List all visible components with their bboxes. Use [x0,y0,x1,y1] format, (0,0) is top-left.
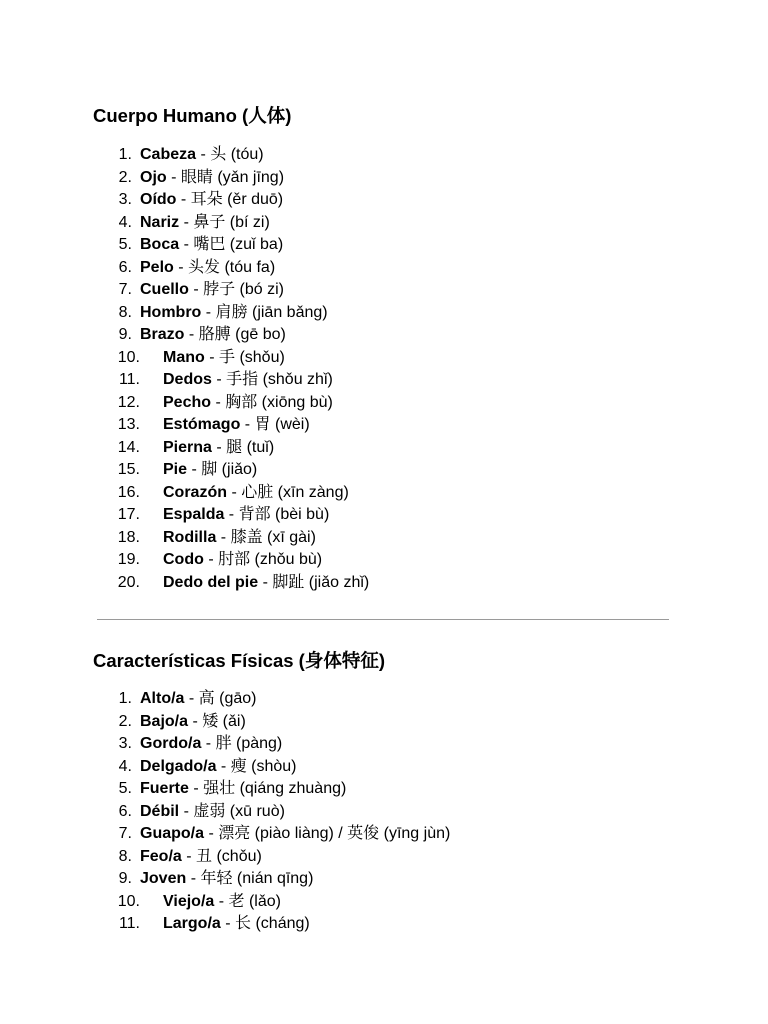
item-number: 19. [117,551,140,568]
item-number: 15. [117,461,140,478]
item-term: Hombro [140,303,202,321]
item-term: Guapo/a [140,825,205,842]
item-number: 10. [117,348,140,366]
item-translation: - 背部 (bèi bù) [224,506,330,523]
item-number: 16. [117,483,140,501]
section-divider [97,619,669,620]
item-term: Codo [163,551,204,568]
item-number: 4. [118,757,132,775]
item-term: Pecho [163,393,212,411]
item-number: 1. [118,690,132,707]
item-translation: - 鼻子 (bí zi) [179,213,270,231]
item-text [140,847,262,867]
item-translation: - 漂亮 (piào liàng) / 英俊 (yīng jùn) [204,825,451,842]
item-translation: - 眼睛 (yǎn jīng) [166,168,285,186]
item-text [163,892,281,912]
item-text [163,370,333,390]
item-translation: - 膝盖 (xī gài) [216,528,316,546]
item-text [163,550,322,570]
item-term: Fuerte [140,780,189,797]
item-number: 14. [117,438,140,456]
item-term: Cuello [140,281,189,298]
item-translation: - 丑 (chǒu) [181,847,262,865]
item-number: 6. [118,258,132,276]
item-translation: - 脚趾 (jiǎo zhǐ) [258,573,370,591]
item-term: Pierna [163,438,212,456]
item-number: 2. [118,168,132,186]
item-text [163,528,316,548]
item-term: Pelo [140,258,174,276]
item-number: 8. [118,847,132,865]
item-term: Corazón [163,483,227,501]
item-text [140,235,283,255]
section-title-body: Cuerpo Humano (人体) [93,105,292,126]
item-term: Dedos [163,371,212,388]
item-number: 6. [118,802,132,820]
item-text [163,415,310,435]
item-number: 7. [118,281,132,298]
item-translation: - 嘴巴 (zuǐ ba) [179,236,284,253]
item-number: 8. [118,303,132,321]
item-term: Débil [140,802,180,820]
item-text [140,712,246,732]
item-term: Gordo/a [140,735,202,752]
item-number: 2. [118,712,132,730]
item-number: 3. [118,735,132,752]
item-text [140,689,256,709]
item-term: Espalda [163,506,225,523]
item-number: 13. [117,416,140,433]
item-text [140,145,264,165]
item-translation: - 耳朵 (ěr duō) [176,191,284,208]
item-term: Dedo del pie [163,573,259,591]
item-translation: - 手指 (shǒu zhǐ) [211,371,333,388]
item-term: Delgado/a [140,757,217,775]
item-text [140,325,286,345]
item-number: 10. [117,892,140,910]
item-text [163,438,274,458]
item-translation: - 胃 (wèi) [240,416,310,433]
item-text [163,483,349,503]
item-term: Alto/a [140,690,185,707]
item-text [163,348,285,368]
item-translation: - 头发 (tóu fa) [173,258,276,276]
item-text [140,734,282,754]
item-text [140,303,328,323]
item-number: 11. [118,915,140,932]
item-term: Brazo [140,326,185,343]
item-text [140,802,285,822]
item-translation: - 胖 (pàng) [201,735,283,752]
item-number: 20. [117,573,140,591]
item-number: 9. [118,870,132,887]
item-text [163,460,257,480]
item-term: Viejo/a [163,892,215,910]
item-number: 3. [118,191,132,208]
item-number: 5. [118,236,132,253]
item-number: 17. [117,506,140,523]
item-translation: - 高 (gāo) [184,690,257,707]
item-term: Mano [163,348,205,366]
item-translation: - 手 (shǒu) [204,348,285,366]
item-text [140,168,284,188]
item-text [140,824,450,844]
item-text [163,505,329,525]
item-term: Cabeza [140,146,197,163]
item-number: 12. [117,393,140,411]
item-translation: - 腿 (tuǐ) [211,438,275,456]
item-number: 18. [117,528,140,546]
item-number: 5. [118,780,132,797]
item-translation: - 长 (cháng) [220,915,310,932]
item-translation: - 肩膀 (jiān bǎng) [201,303,328,321]
item-number: 11. [118,371,140,388]
item-text [140,280,284,300]
item-term: Nariz [140,213,180,231]
item-translation: - 虚弱 (xū ruò) [179,802,285,820]
item-translation: - 心脏 (xīn zàng) [227,483,349,501]
item-term: Joven [140,870,187,887]
item-number: 7. [118,825,132,842]
item-text [163,914,310,934]
item-translation: - 胳膊 (gē bo) [184,326,286,343]
item-term: Feo/a [140,847,182,865]
section-title-physical: Características Físicas (身体特征) [93,650,386,671]
item-translation: - 肘部 (zhǒu bù) [203,551,323,568]
item-translation: - 脖子 (bó zi) [188,281,285,298]
item-term: Ojo [140,168,167,186]
item-number: 1. [118,146,132,163]
item-term: Pie [163,461,188,478]
item-term: Largo/a [163,915,221,932]
item-text [140,779,346,799]
item-term: Boca [140,236,180,253]
item-translation: - 头 (tóu) [196,146,264,163]
item-text [140,869,313,889]
item-translation: - 瘦 (shòu) [216,757,297,775]
item-text [140,190,283,210]
item-text [140,258,275,278]
item-number: 9. [118,326,132,343]
item-translation: - 年轻 (nián qīng) [186,870,314,887]
item-translation: - 脚 (jiǎo) [187,461,258,478]
item-translation: - 老 (lǎo) [214,892,281,910]
item-text [140,757,297,777]
item-translation: - 胸部 (xiōng bù) [211,393,333,411]
item-number: 4. [118,213,132,231]
item-term: Oído [140,191,177,208]
item-term: Estómago [163,416,241,433]
item-text [163,393,333,413]
item-text [140,213,270,233]
item-translation: - 强壮 (qiáng zhuàng) [188,780,347,797]
item-term: Rodilla [163,528,217,546]
item-term: Bajo/a [140,712,189,730]
item-text [163,573,369,593]
item-translation: - 矮 (ǎi) [188,712,246,730]
